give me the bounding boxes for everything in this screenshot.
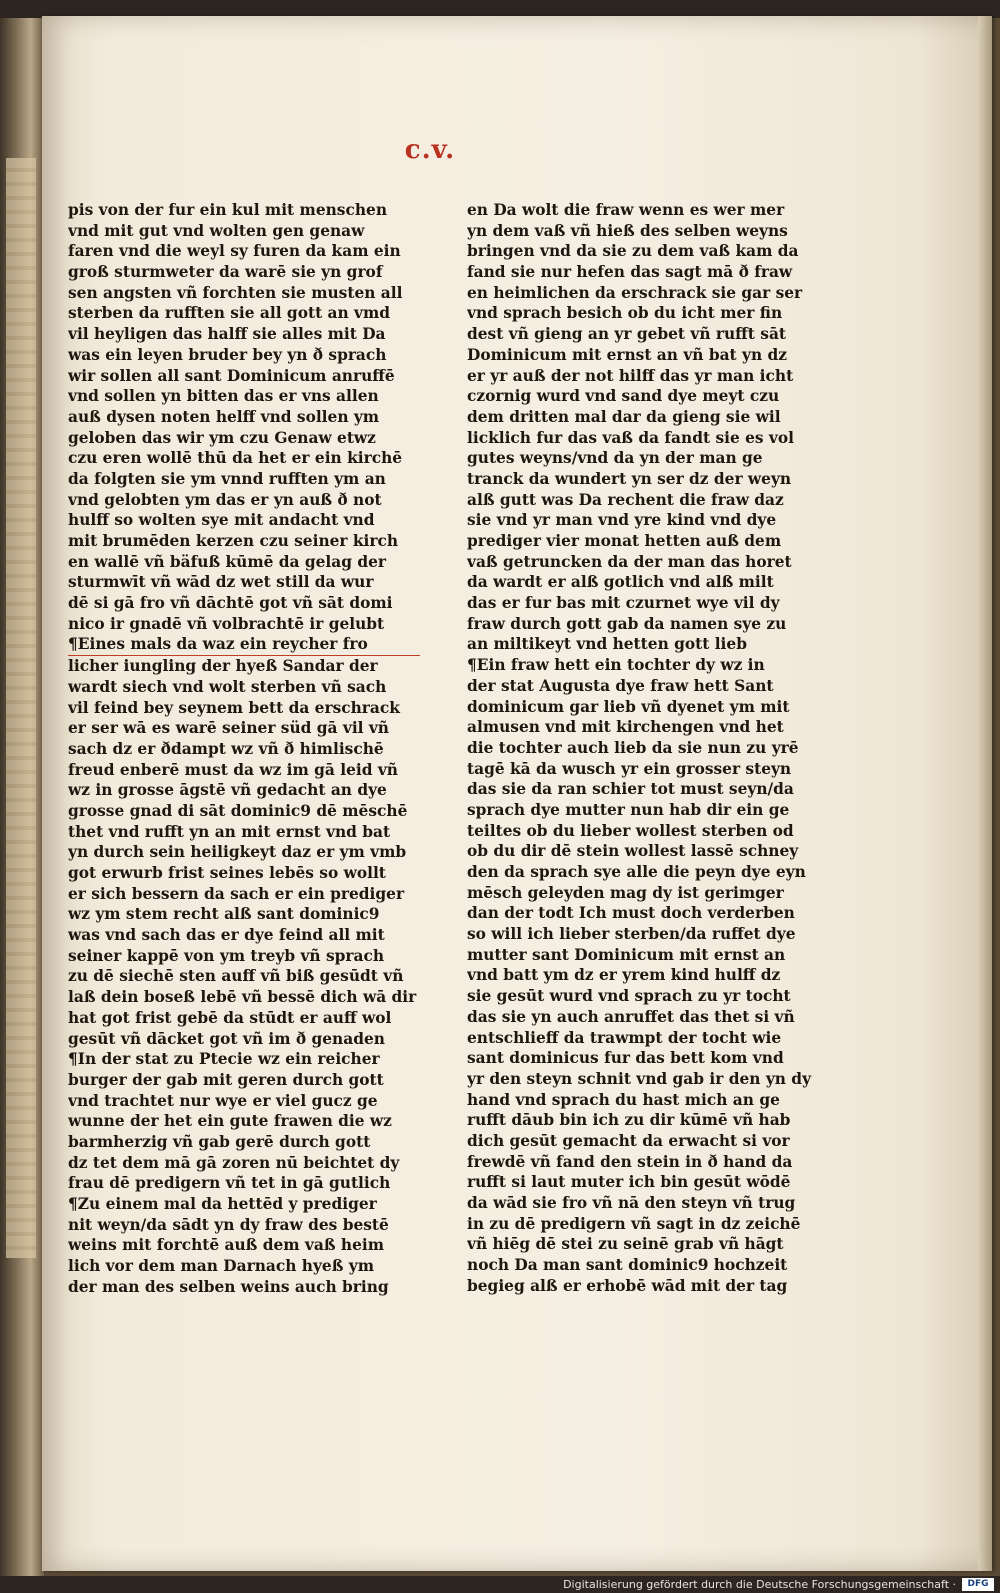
text-line: vnd sollen yn bitten das er vns allen [68, 387, 379, 406]
text-line: das sie yn auch anruffet das thet si vñ [467, 1007, 795, 1026]
left-text-column [68, 200, 420, 1297]
text-line: yn dem vaß vñ hieß des selben weyns [467, 221, 788, 240]
text-line: vil heyligen das halff sie alles mit Da [68, 325, 386, 344]
text-line: vnd sprach besich ob du icht mer fin [467, 304, 783, 323]
text-line: an miltikeyt vnd hetten gott lieb [467, 635, 747, 654]
text-line: dz tet dem mā gā zoren nū beichtet dy [68, 1153, 400, 1172]
text-line: grosse gnad di sāt dominic9 dē mēschē [68, 801, 408, 820]
text-line: sterben da rufften sie all gott an vmd [68, 304, 391, 323]
text-line: mēsch geleyden mag dy ist gerimger [467, 883, 784, 902]
text-line: pis von der fur ein kul mit menschen [68, 201, 388, 219]
text-line: ¶Zu einem mal da hettēd y prediger [68, 1195, 377, 1213]
text-line: ¶Eines mals da waz ein reycher fro [68, 634, 420, 656]
text-line: zu dē siechē sten auff vñ biß gesūdt vñ [68, 967, 404, 986]
text-line: der man des selben weins auch bring [68, 1277, 389, 1296]
text-line: wz ym stem recht alß sant dominic9 [68, 905, 380, 924]
text-line: sie gesūt wurd vnd sprach zu yr tocht [467, 987, 791, 1006]
text-line: laß dein boseß lebē vñ bessē dich wā dir [68, 988, 417, 1007]
text-line: hulff so wolten sye mit andacht vnd [68, 511, 375, 530]
text-line: den da sprach sye alle die peyn dye eyn [467, 863, 806, 881]
text-line: almusen vnd mit kirchengen vnd het [467, 718, 784, 737]
text-line: en Da wolt die fraw wenn es wer mer [467, 201, 785, 219]
text-line: barmherzig vñ gab gerē durch gott [68, 1132, 371, 1151]
text-line: der stat Augusta dye fraw hett Sant [467, 676, 774, 695]
text-line: faren vnd die weyl sy furen da kam ein [68, 242, 401, 261]
text-line: burger der gab mit geren durch gott [68, 1070, 384, 1089]
text-line: in zu dē predigern vñ sagt in dz zeichē [467, 1214, 801, 1233]
text-line: sie vnd yr man vnd yre kind vnd dye [467, 511, 777, 530]
text-line: vnd gelobten ym das er yn auß ð not [68, 490, 382, 509]
text-line: wir sollen all sant Dominicum anruffē [68, 366, 395, 385]
text-line: wunne der het ein gute frawen die wz [68, 1112, 392, 1131]
right-text-column [467, 200, 819, 1296]
text-line: dem dritten mal dar da gieng sie wil [467, 407, 781, 426]
text-line: alß gutt was Da rechent die fraw daz [467, 490, 784, 509]
text-line: rufft si laut muter ich bin gesūt wōdē [467, 1173, 791, 1192]
text-line: dominicum gar lieb vñ dyenet ym mit [467, 697, 790, 716]
text-line: sen angsten vñ forchten sie musten all [68, 283, 403, 302]
text-line: noch Da man sant dominic9 hochzeit [467, 1256, 788, 1275]
text-line: was vnd sach das er dye feind all mit [68, 926, 385, 945]
text-line: er ser wā es warē seiner süd gā vil vñ [68, 719, 390, 738]
text-line: rufft dāub bin ich zu dir kūmē vñ hab [467, 1111, 791, 1130]
text-line: begieg alß er erhobē wād mit der tag [467, 1276, 788, 1295]
text-line: ob du dir dē stein wollest lassē schney [467, 842, 799, 861]
folio-number: c.v. [404, 135, 456, 165]
text-line: tranck da wundert yn ser dz der weyn [467, 469, 792, 488]
text-line: en wallē vñ bäfuß kūmē da gelag der [68, 552, 387, 571]
text-line: sprach dye mutter nun hab dir ein ge [467, 800, 790, 819]
text-line: gesūt vñ dācket got vñ im ð genaden [68, 1029, 385, 1048]
text-line: sach dz er ðdampt wz vñ ð himlischē [68, 739, 384, 758]
footer-credit: Digitalisierung gefördert durch die Deutsche Forschungsgemeinschaft · [563, 1578, 956, 1591]
text-line: licher iungling der hyeß Sandar der [68, 657, 378, 676]
text-line: mutter sant Dominicum mit ernst an [467, 945, 786, 964]
text-line: bringen vnd da sie zu dem vaß kam da [467, 242, 799, 261]
text-line: er sich bessern da sach er ein prediger [68, 884, 405, 903]
text-line: fraw durch gott gab da namen sye zu [467, 614, 787, 633]
text-line: vnd trachtet nur wye er viel gucz ge [68, 1091, 378, 1110]
text-line: groß sturmweter da warē sie yn grof [68, 263, 383, 282]
text-line: was ein leyen bruder bey yn ð sprach [68, 345, 387, 364]
text-line: yn durch sein heiligkeyt daz er ym vmb [68, 843, 407, 862]
text-line: dest vñ gieng an yr gebet vñ rufft sāt [467, 325, 787, 344]
text-line: nit weyn/da sādt yn dy fraw des bestē [68, 1215, 389, 1234]
text-line: yr den steyn schnit vnd gab ir den yn dy [467, 1069, 812, 1088]
text-line: ¶In der stat zu Ptecie wz ein reicher [68, 1050, 380, 1069]
text-line: das sie da ran schier tot must seyn/da [467, 780, 794, 799]
text-line: licklich fur das vaß da fandt sie es vol [467, 428, 794, 447]
text-line: da wād sie fro vñ nā den steyn vñ trug [467, 1194, 796, 1212]
text-line: wardt siech vnd wolt sterben vñ sach [68, 677, 387, 696]
text-line: da wardt er alß gotlich vnd alß milt [467, 573, 774, 592]
text-line: geloben das wir ym czu Genaw etwz [68, 428, 376, 447]
text-line: gutes weyns/vnd da yn der man ge [467, 449, 763, 468]
text-line: lich vor dem man Darnach hyeß ym [68, 1257, 375, 1276]
text-line: sturmwīt vñ wād dz wet still da wur [68, 573, 374, 592]
text-line: hat got frist gebē da stūdt er auff wol [68, 1008, 392, 1027]
text-line: auß dysen noten helff vnd sollen ym [68, 407, 380, 426]
text-line: vnd batt ym dz er yrem kind hulff dz [467, 966, 781, 985]
text-line: frewdē vñ fand den stein in ð hand da [467, 1152, 793, 1171]
text-line: wz in grosse āgstē vñ gedacht an dye [68, 781, 387, 800]
text-line: dich gesūt gemacht da erwacht si vor [467, 1131, 790, 1150]
text-line: die tochter auch lieb da sie nun zu yrē [467, 738, 799, 757]
text-line: freud enberē must da wz im gā leid vñ [68, 760, 398, 779]
text-line: got erwurb frist seines lebēs so wollt [68, 864, 386, 882]
text-line: er yr auß der not hilff das yr man icht [467, 366, 794, 385]
text-line: weins mit forchtē auß dem vaß heim [68, 1236, 385, 1255]
text-line: nico ir gnadē vñ volbrachtē ir gelubt [68, 614, 385, 633]
text-line: entschlieff da trawmpt der tocht wie [467, 1028, 782, 1047]
text-line: ¶Ein fraw hett ein tochter dy wz in [467, 656, 765, 675]
text-line: vñ hiēg dē stei zu seinē grab vñ hāgt [467, 1235, 784, 1254]
text-line: czu eren wollē thū da het er ein kirchē [68, 449, 403, 468]
digitization-footer [0, 1576, 1000, 1593]
text-line: thet vnd rufft yn an mit ernst vnd bat [68, 822, 391, 841]
text-line: so will ich lieber sterben/da ruffet dye [467, 925, 796, 944]
previous-pages-edge [6, 158, 36, 1258]
text-line: hand vnd sprach du hast mich an ge [467, 1090, 780, 1109]
text-line: prediger vier monat hetten auß dem [467, 532, 782, 550]
text-line: fand sie nur hefen das sagt mā ð fraw [467, 263, 793, 282]
text-line: sant dominicus fur das bett kom vnd [467, 1049, 784, 1068]
text-line: vnd mit gut vnd wolten gen genaw [68, 221, 365, 240]
dfg-logo: DFG [962, 1578, 994, 1591]
text-line: mit brumēden kerzen czu seiner kirch [68, 532, 399, 550]
book-spine-edge [0, 18, 44, 1588]
text-line: seiner kappē von ym treyb vñ sprach [68, 946, 385, 965]
text-line: vaß getruncken da der man das horet [467, 552, 792, 571]
text-line: tagē kā da wusch yr ein grosser steyn [467, 759, 792, 778]
text-line: frau dē predigern vñ tet in gā gutlich [68, 1174, 391, 1193]
text-line: da folgten sie ym vnnd rufften ym an [68, 469, 386, 488]
text-line: dē si gā fro vñ dāchtē got vñ sāt domi [68, 594, 393, 613]
text-line: Dominicum mit ernst an vñ bat yn dz [467, 345, 788, 364]
text-line: czornig wurd vnd sand dye meyt czu [467, 387, 780, 406]
text-line: das er fur bas mit czurnet wye vil dy [467, 594, 780, 613]
text-line: vil feind bey seynem bett da erschrack [68, 698, 400, 717]
text-line: dan der todt Ich must doch verderben [467, 904, 795, 923]
text-line: en heimlichen da erschrack sie gar ser [467, 283, 803, 302]
text-line: teiltes ob du lieber wollest sterben od [467, 821, 794, 840]
page-fore-edge [978, 16, 992, 1571]
